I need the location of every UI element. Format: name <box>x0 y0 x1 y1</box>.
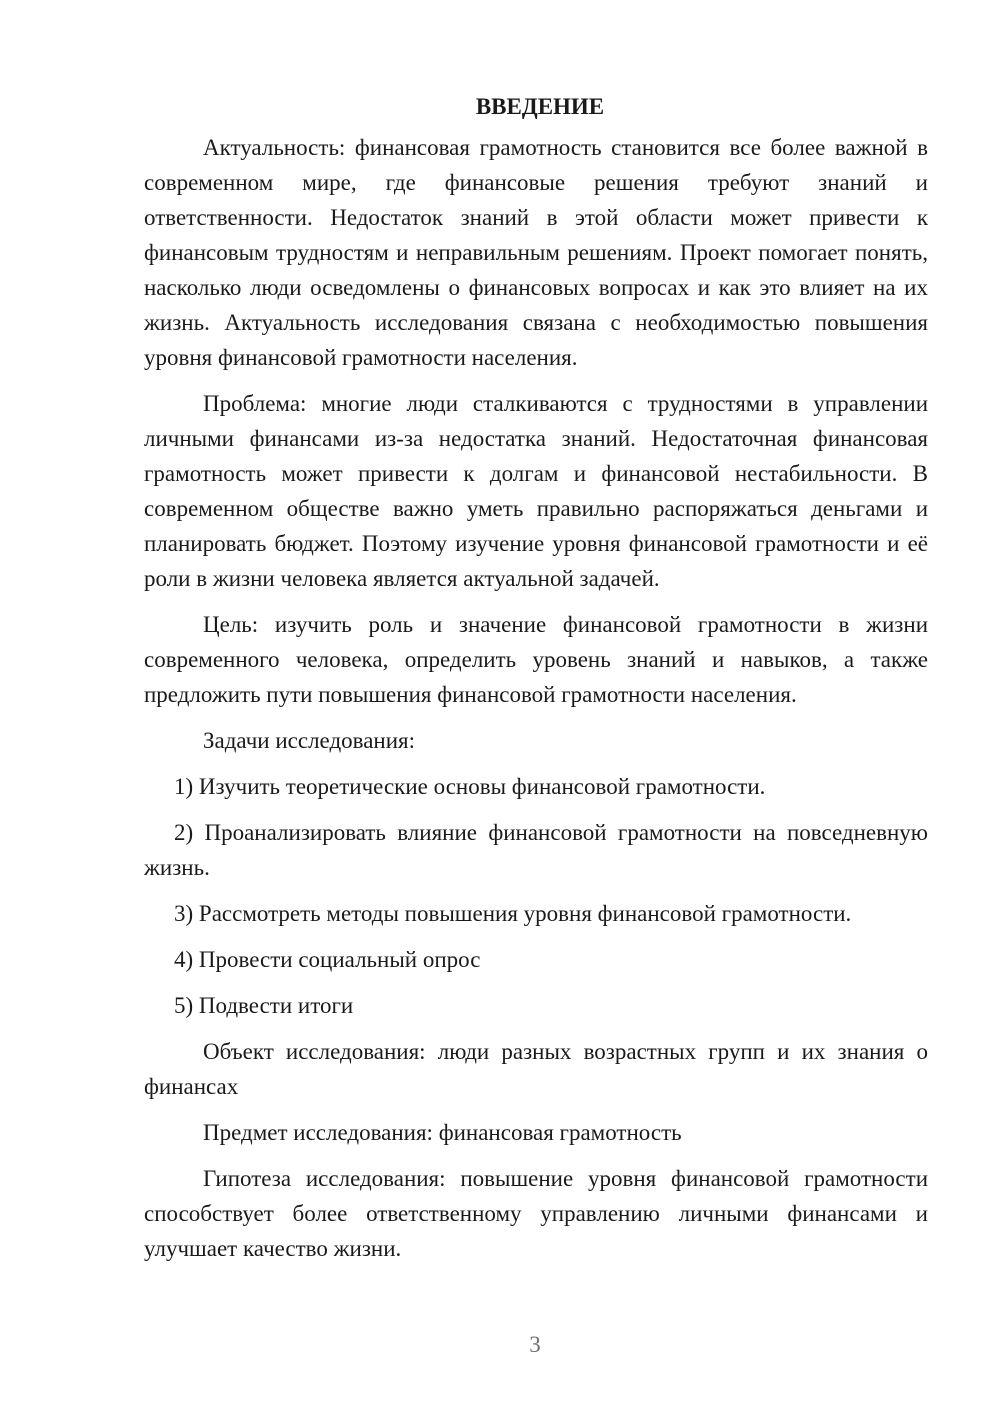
task-item-4: 4) Провести социальный опрос <box>174 947 481 972</box>
object-paragraph: Объект исследования: люди разных возрастных групп и их знания о финансах <box>144 1039 928 1099</box>
problem-paragraph: Проблема: многие люди сталкиваются с трудностями в управлении личными финансами из-за недостатка знаний. Недостаточная финансовая грамотность может привести к долгам и финансовой нестабильности. В современном обществе важно уметь правильно распоряжаться деньгами и планировать бюджет. Поэтому изучение уровня финансовой грамотности и её роли в жизни человека является актуальной задачей. <box>144 391 928 591</box>
section-title: ВВЕДЕНИЕ <box>475 94 605 119</box>
tasks-heading: Задачи исследования: <box>203 728 416 753</box>
document-page <box>144 92 928 1277</box>
goal-paragraph: Цель: изучить роль и значение финансовой грамотности в жизни современного человека, определить уровень знаний и навыков, а также предложить пути повышения финансовой грамотности населения. <box>144 612 928 707</box>
task-item-2: 2) Проанализировать влияние финансовой грамотности на повседневную жизнь. <box>144 820 928 880</box>
subject-paragraph: Предмет исследования: финансовая грамотность <box>203 1120 682 1145</box>
hypothesis-paragraph: Гипотеза исследования: повышение уровня финансовой грамотности способствует более ответственному управлению личными финансами и улучшает качество жизни. <box>144 1166 928 1261</box>
page-number: 3 <box>529 1332 541 1357</box>
task-item-3: 3) Рассмотреть методы повышения уровня финансовой грамотности. <box>174 901 852 926</box>
task-item-1: 1) Изучить теоретические основы финансовой грамотности. <box>174 774 766 799</box>
task-item-5: 5) Подвести итоги <box>174 993 354 1018</box>
relevance-paragraph: Актуальность: финансовая грамотность становится все более важной в современном мире, где финансовые решения требуют знаний и ответственности. Недостаток знаний в этой области может привести к финансовым трудностям и неправильным решениям. Проект помогает понять, насколько люди осведомлены о финансовых вопросах и как это влияет на их жизнь. Актуальность исследования связана с необходимостью повышения уровня финансовой грамотности населения. <box>144 135 928 370</box>
